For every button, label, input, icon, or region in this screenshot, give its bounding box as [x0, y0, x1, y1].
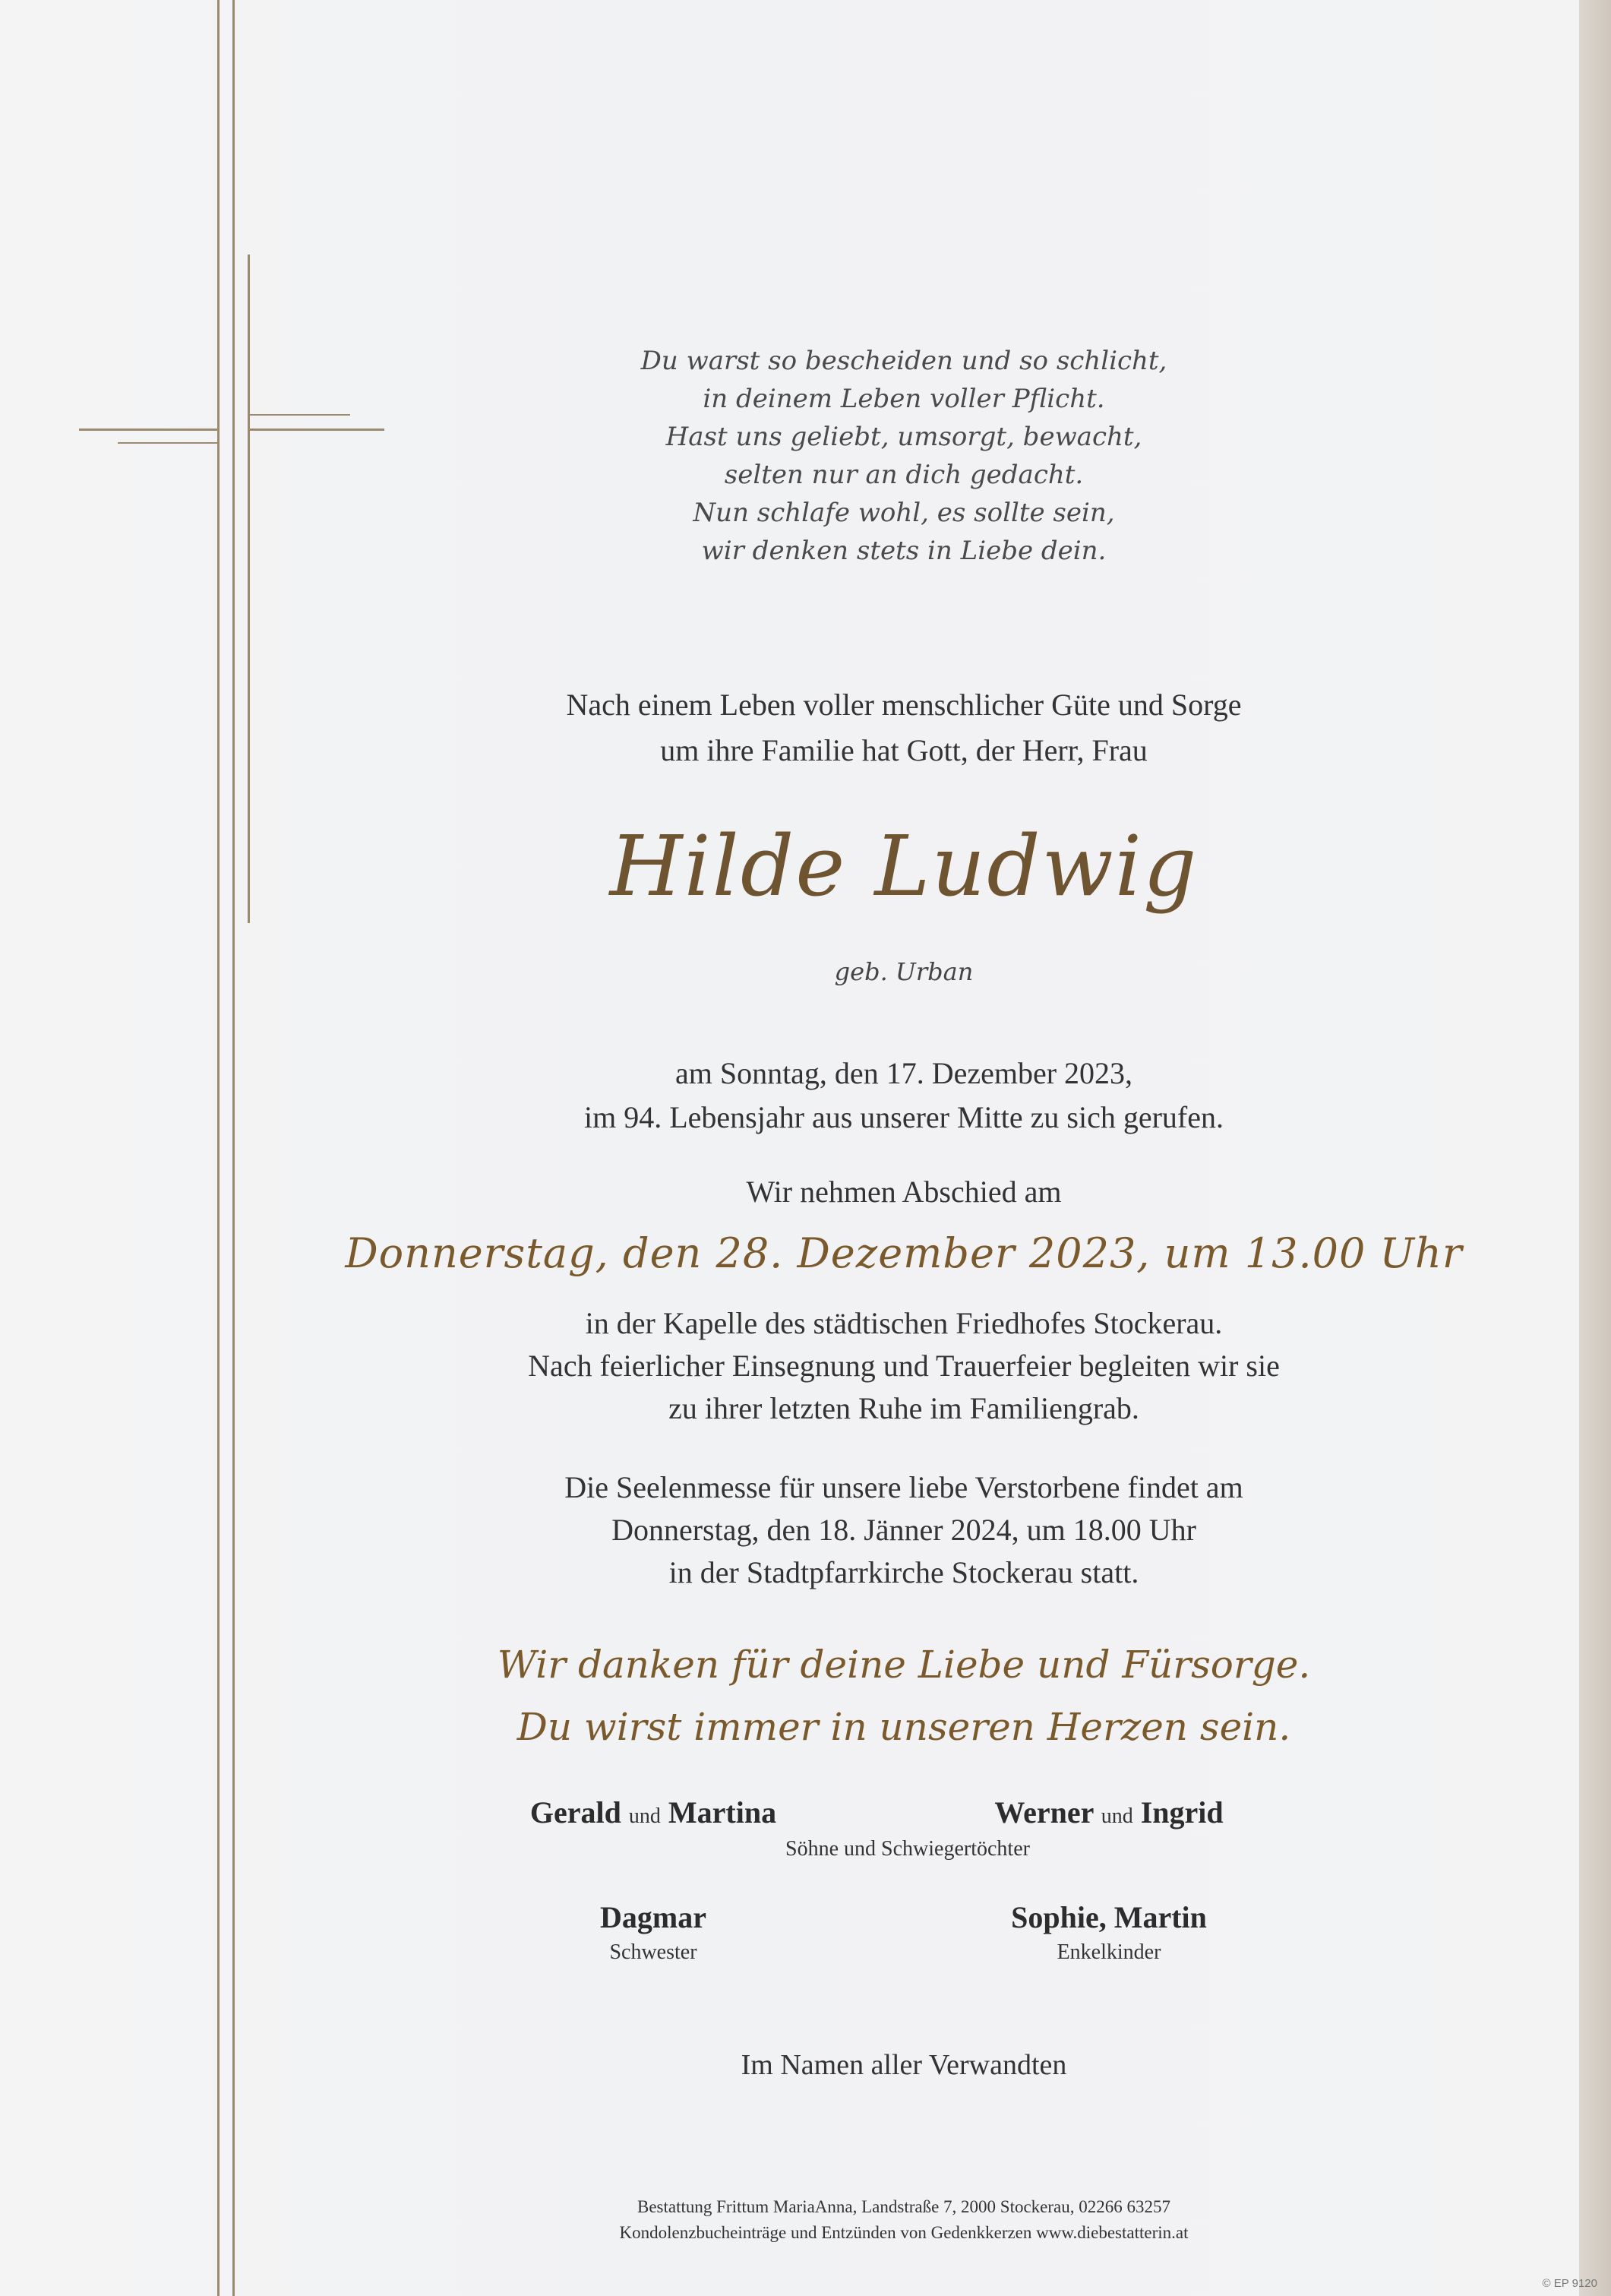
death-line: im 94. Lebensjahr aus unserer Mitte zu sich gerufen. — [584, 1100, 1224, 1134]
footer-line: Kondolenzbucheinträge und Entzünden von Gedenkkerzen www.diebestatterin.at — [619, 2223, 1189, 2242]
poem-line: in deinem Leben voller Pflicht. — [703, 384, 1105, 414]
funeral-datetime: Donnerstag, den 28. Dezember 2023, um 13.00 Uhr — [345, 1229, 1463, 1277]
mourner-relation: Enkelkinder — [1057, 1940, 1161, 1964]
intro-text — [258, 682, 1549, 773]
place-line: Nach feierlicher Einsegnung und Trauerfeier begleiten wir sie — [528, 1349, 1280, 1383]
mourner-grandchildren — [911, 1898, 1306, 1968]
place-line: zu ihrer letzten Ruhe im Familiengrab. — [668, 1391, 1139, 1425]
death-text — [258, 1052, 1549, 1140]
mass-line: Donnerstag, den 18. Jänner 2024, um 18.00 Uhr — [611, 1513, 1196, 1547]
death-line: am Sonntag, den 17. Dezember 2023, — [674, 1056, 1133, 1090]
relatives-text: Im Namen aller Verwandten — [741, 2049, 1067, 2081]
mourner-relation: Söhne und Schwiegertöchter — [785, 1837, 1030, 1861]
mourner-pair-1 — [456, 1793, 851, 1836]
mourner-pair-2 — [911, 1793, 1306, 1836]
mourner-name: Martina — [668, 1795, 777, 1830]
poem-line: selten nur an dich gedacht. — [724, 460, 1084, 490]
mass-line: Die Seelenmesse für unsere liebe Verstorbene findet am — [564, 1470, 1243, 1504]
thanks-text — [258, 1633, 1549, 1758]
mourner-name: Gerald — [529, 1795, 621, 1830]
poem-line: Hast uns geliebt, umsorgt, bewacht, — [665, 422, 1142, 452]
mourner-name: Sophie, Martin — [1011, 1900, 1207, 1934]
mourner-und: und — [1101, 1804, 1133, 1828]
poem — [258, 342, 1549, 570]
thanks-line: Wir danken für deine Liebe und Fürsorge. — [497, 1643, 1311, 1687]
poem-line: Nun schlafe wohl, es sollte sein, — [693, 498, 1115, 528]
mourner-sister — [456, 1898, 851, 1968]
thanks-line: Du wirst immer in unseren Herzen sein. — [516, 1705, 1291, 1749]
mass-info — [258, 1466, 1549, 1594]
footer — [258, 2194, 1549, 2246]
footer-line: Bestattung Frittum MariaAnna, Landstraße 7, 2000 Stockerau, 02266 63257 — [637, 2197, 1171, 2216]
funeral-place — [258, 1302, 1549, 1430]
mourner-name: Ingrid — [1140, 1795, 1224, 1830]
right-border-strip — [1579, 0, 1611, 2296]
place-line: in der Kapelle des städtischen Friedhofes Stockerau. — [585, 1306, 1223, 1340]
intro-line: Nach einem Leben voller menschlicher Güte und Sorge — [566, 688, 1242, 722]
print-code: © EP 9120 — [1542, 2277, 1597, 2290]
mourner-name: Dagmar — [600, 1900, 706, 1934]
intro-line: um ihre Familie hat Gott, der Herr, Frau — [660, 733, 1148, 767]
maiden-name: geb. Urban — [834, 957, 974, 986]
poem-line: Du warst so bescheiden und so schlicht, — [640, 346, 1167, 376]
mourner-und: und — [628, 1804, 661, 1828]
poem-line: wir denken stets in Liebe dein. — [701, 536, 1107, 566]
mass-line: in der Stadtpfarrkirche Stockerau statt. — [668, 1555, 1139, 1589]
farewell-intro: Wir nehmen Abschied am — [746, 1175, 1062, 1209]
deceased-name: Hilde Ludwig — [609, 818, 1199, 915]
mourner-name: Werner — [994, 1795, 1094, 1830]
mourner-relation: Schwester — [609, 1940, 697, 1964]
